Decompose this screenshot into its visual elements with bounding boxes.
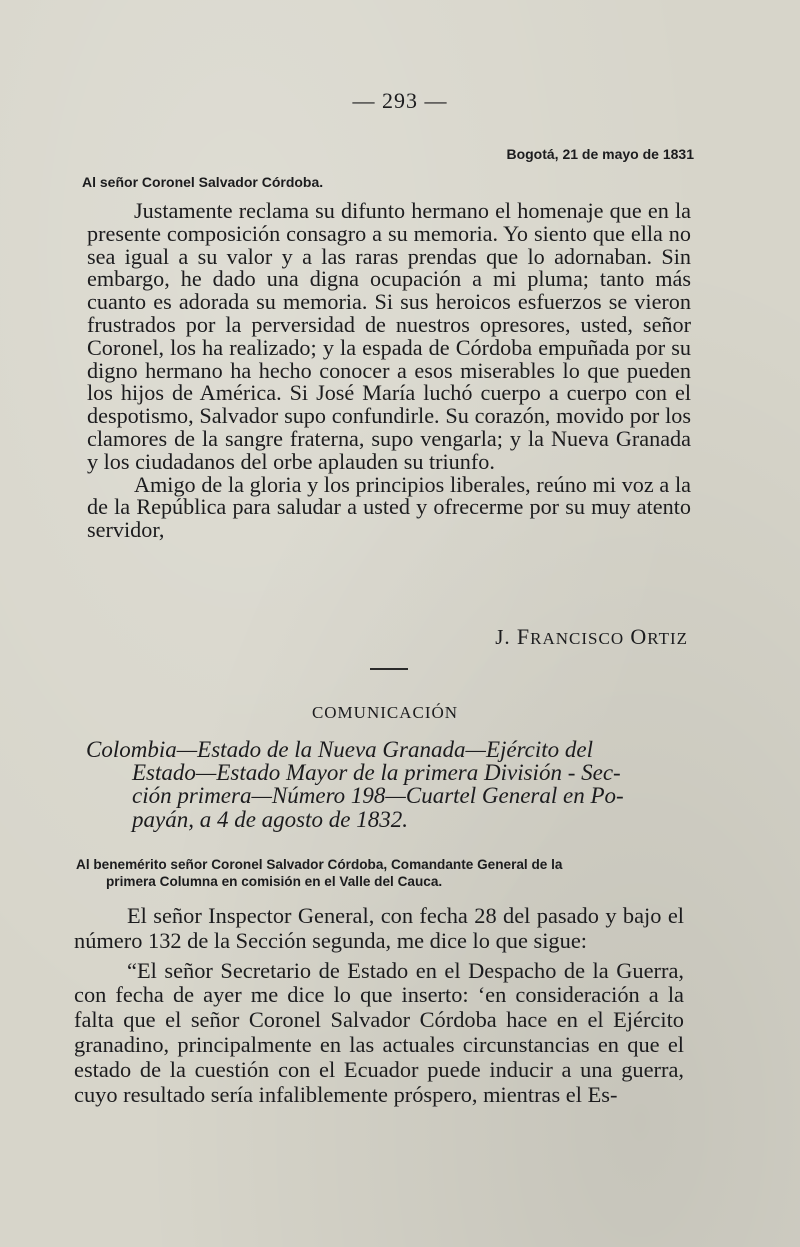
letter-dateline: Bogotá, 21 de mayo de 1831: [506, 146, 694, 162]
communication-paragraph: “El señor Secretario de Estado en el Despacho de la Guerra, con fecha de ayer me dice lo que inserto: ‘en consideración a la falta que el señor Coronel Salvador Córdoba hace en el Ejército granadino, principalmente en las actuales circunstancias en que el estado de la cuestión con el Ecuador puede inducir a una guerra, cuyo resultado sería infaliblemente próspero, mientras el Es-: [74, 957, 684, 1107]
addressee-line: primera Columna en comisión en el Valle del Cauca.: [106, 873, 443, 889]
signature-initial: J.: [495, 625, 511, 649]
communication-title: COMUNICACIÓN: [311, 703, 459, 722]
communication-heading: [86, 738, 686, 831]
letter-body: [87, 200, 691, 542]
heading-line: payán, a 4 de agosto de 1832.: [132, 806, 408, 832]
communication-addressee: [76, 857, 696, 890]
signature-first-cap: F: [516, 624, 531, 649]
communication-body: [74, 904, 684, 1107]
section-divider: [370, 668, 408, 670]
letter-paragraph: Amigo de la gloria y los principios liberales, reúno mi voz a la de la República para saludar a usted y ofrecerme por su muy atento servidor,: [87, 471, 691, 543]
heading-line: Colombia—Estado de la Nueva Granada—Ejército del: [86, 737, 594, 762]
communication-paragraph: El señor Inspector General, con fecha 28 del pasado y bajo el número 132 de la Sección segunda, me dice lo que sigue:: [74, 903, 684, 953]
signature-last-rest: RTIZ: [647, 629, 688, 648]
letter-signature: [495, 624, 688, 650]
letter-paragraph: Justamente reclama su difunto hermano el homenaje que en la presente composición consagro a su memoria. Yo siento que ella no sea igual a su valor y a las raras prendas que lo adornaban. Sin embargo, he dado una digna ocupación a mi pluma; tanto más cuanto es adorada su memoria. Si sus heroicos esfuerzos se vieron frustrados por la perversidad de nuestros opresores, usted, señor Coronel, los ha realizado; y la espada de Córdoba empuñada por su digno hermano ha hecho conocer a esos miserables lo que pueden los hijos de América. Si José María luchó cuerpo a cuerpo con el despotismo, Salvador supo confundirle. Su corazón, movido por los clamores de la sangre fraterna, supo vengarla; y la Nueva Granada y los ciudadanos del orbe aplauden su triunfo.: [87, 198, 691, 474]
page-number: — 293 —: [352, 88, 448, 113]
heading-line: Estado—Estado Mayor de la primera División - Sec-: [132, 760, 621, 786]
heading-line: ción primera—Número 198—Cuartel General en Po-: [132, 783, 624, 809]
letter-addressee: Al señor Coronel Salvador Córdoba.: [82, 174, 324, 190]
addressee-line: Al benemérito señor Coronel Salvador Córdoba, Comandante General de la: [76, 857, 563, 872]
signature-first-rest: RANCISCO: [530, 629, 625, 648]
signature-last-cap: O: [630, 624, 648, 649]
